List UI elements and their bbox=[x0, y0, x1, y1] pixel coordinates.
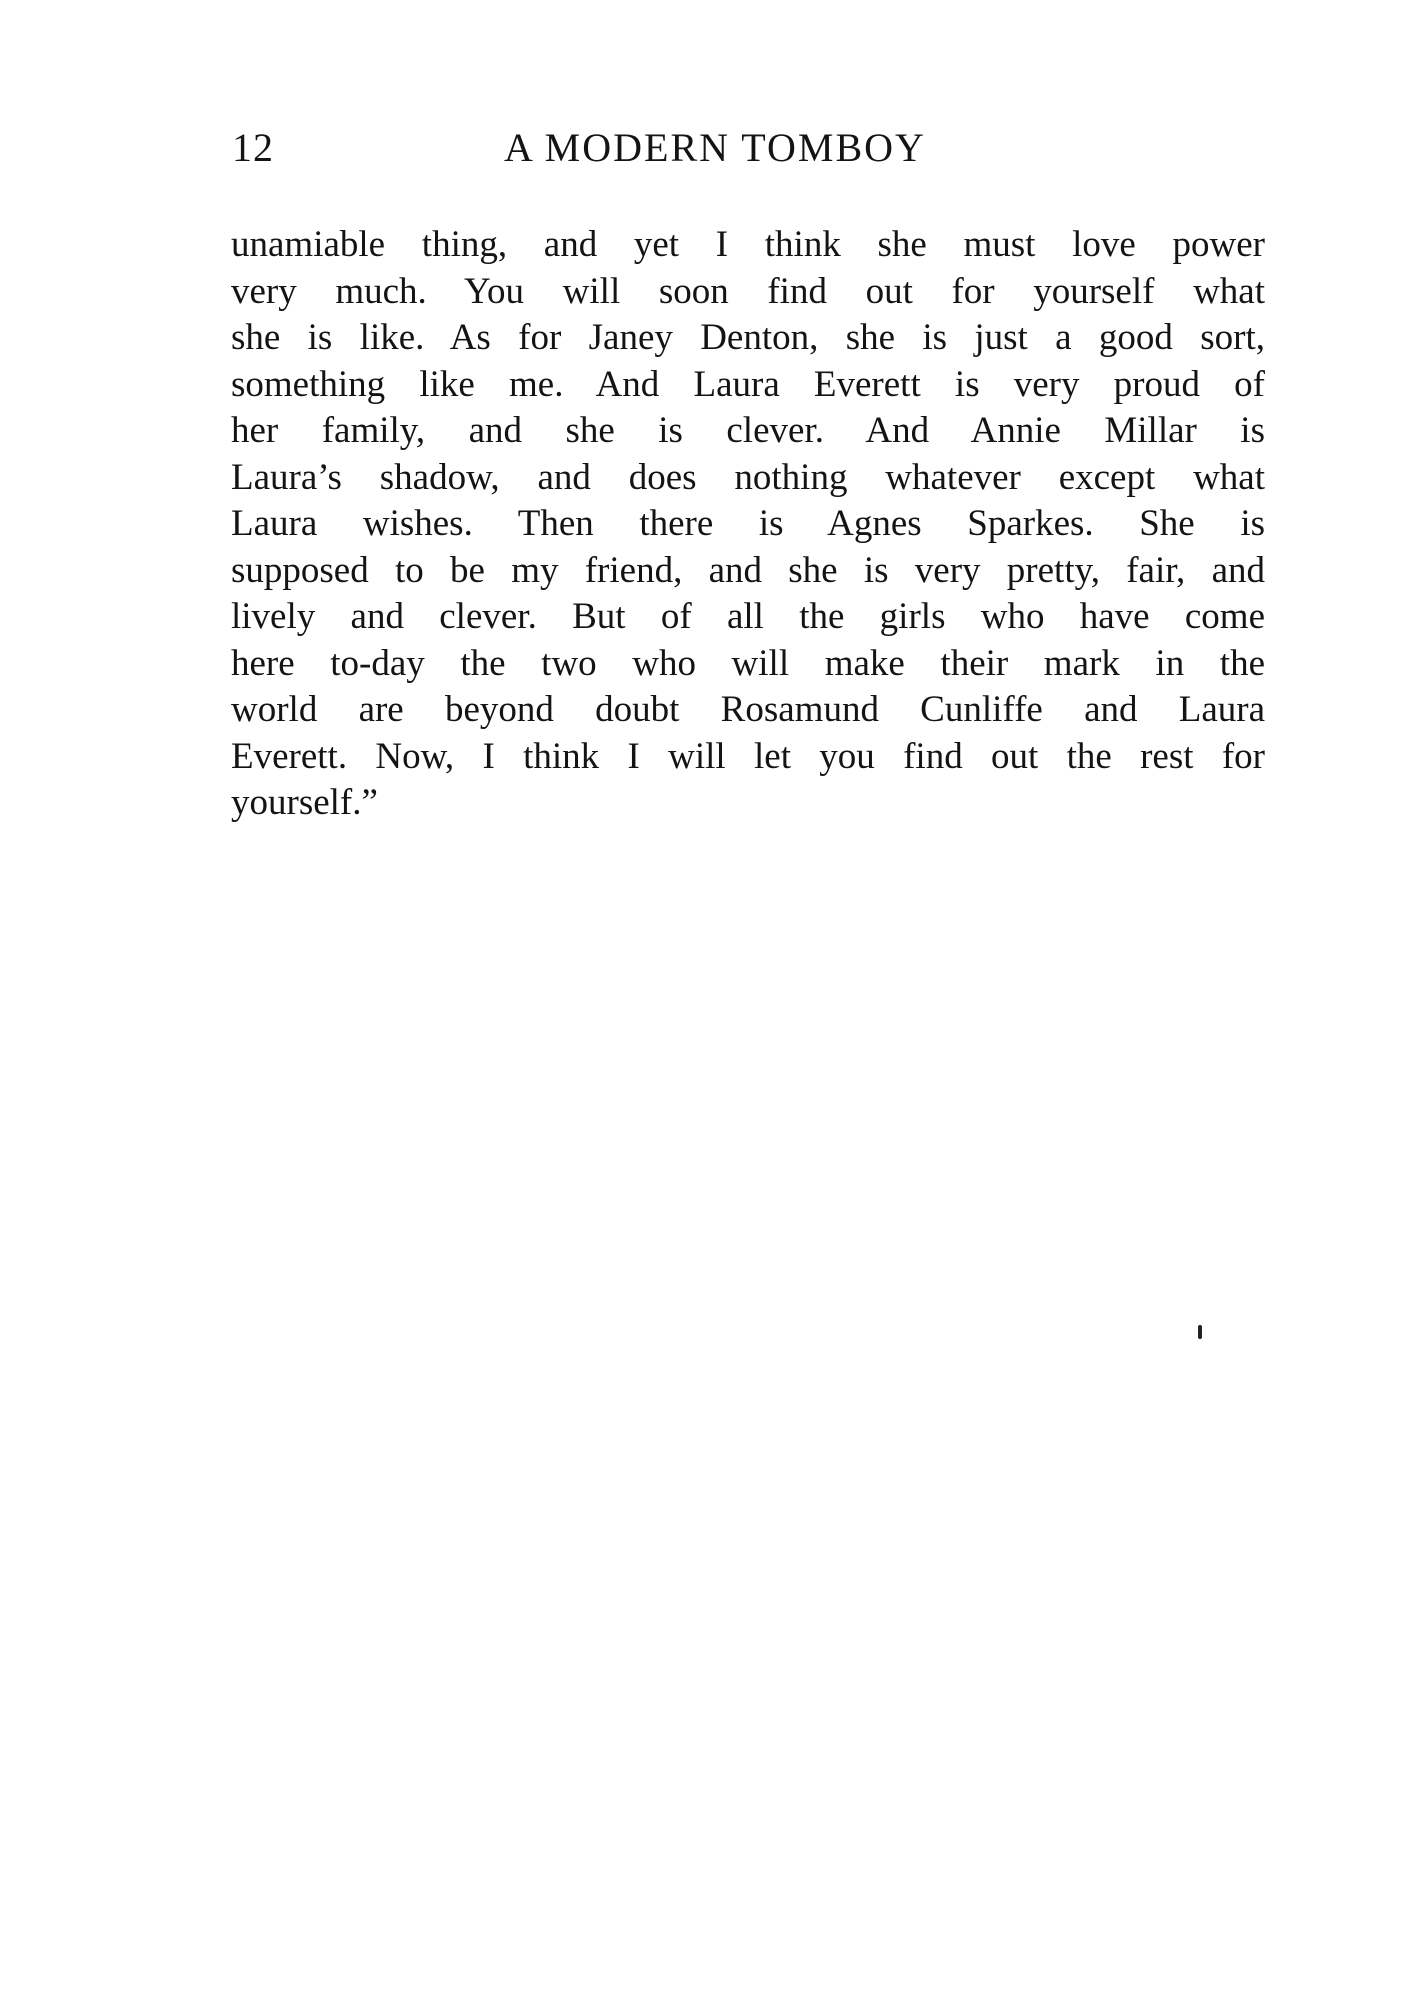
text-line: her family, and she is clever. And Annie Millar is bbox=[231, 410, 1265, 451]
running-title: A MODERN TOMBOY bbox=[504, 125, 926, 170]
ink-speck bbox=[1198, 1325, 1202, 1339]
text-line: yourself.” bbox=[231, 782, 378, 823]
text-line: lively and clever. But of all the girls who have come bbox=[231, 596, 1265, 637]
text-line: world are beyond doubt Rosamund Cunliffe and Laura bbox=[231, 689, 1265, 730]
text-line: here to-day the two who will make their mark in the bbox=[231, 642, 1265, 684]
text-line: Everett. Now, I think I will let you find out the rest for bbox=[231, 735, 1265, 777]
text-line: unamiable thing, and yet I think she must love power bbox=[231, 224, 1265, 265]
text-line: supposed to be my friend, and she is very pretty, fair, and bbox=[231, 549, 1265, 591]
text-line: Laura wishes. Then there is Agnes Sparkes. She is bbox=[231, 503, 1265, 544]
body-text bbox=[231, 222, 1265, 827]
text-line: very much. You will soon find out for yourself what bbox=[231, 270, 1265, 312]
text-line: Laura’s shadow, and does nothing whatever except what bbox=[231, 456, 1265, 498]
text-line: something like me. And Laura Everett is very proud of bbox=[231, 363, 1265, 405]
text-line: she is like. As for Janey Denton, she is just a good sort, bbox=[231, 317, 1265, 358]
page-number: 12 bbox=[232, 125, 274, 170]
